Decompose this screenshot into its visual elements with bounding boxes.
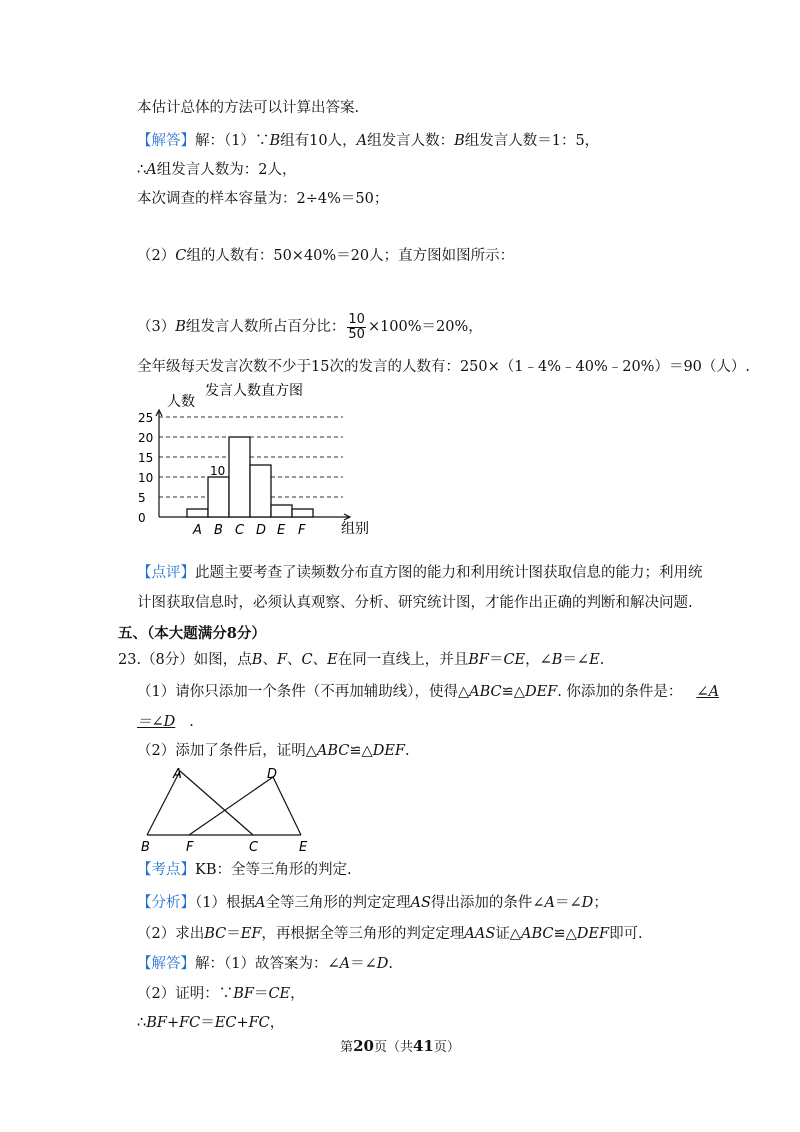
bar-F — [292, 509, 313, 517]
analysis-line: （2）求出BC＝EF，再根据全等三角形的判定定理AAS证△ABC≌△DEF即可. — [137, 926, 643, 942]
y-tick-label: 25 — [138, 411, 154, 425]
proof-line: （2）证明：∵BF＝CE， — [137, 986, 305, 1002]
analysis-label: 【分析】 — [137, 895, 195, 911]
comment-label: 【点评】 — [137, 565, 195, 581]
answer-line: 【解答】解：（1）∵B组有10人，A组发言人数：B组发言人数＝1：5， — [137, 133, 600, 149]
category-label: B — [214, 523, 223, 538]
y-tick-label: 10 — [138, 471, 154, 485]
y-tick-label: 15 — [138, 451, 154, 465]
bar-E — [271, 505, 292, 517]
question-line: （2）添加了条件后，证明△ABC≌△DEF. — [137, 743, 410, 759]
answer-line: 【解答】解：（1）故答案为：∠A＝∠D. — [137, 956, 394, 972]
answer-blank: ＝∠D — [137, 714, 176, 730]
answer-label: 【解答】 — [137, 956, 195, 972]
histogram-chart — [135, 380, 395, 540]
comment-line: 计图获取信息时，必须认真观察、分析、研究统计图，才能作出正确的判断和解决问题. — [137, 595, 693, 611]
y-tick-label: 0 — [138, 511, 146, 525]
answer-line: 本次调查的样本容量为：2÷4%＝50； — [137, 191, 389, 207]
question-line: ＝∠D . — [137, 714, 194, 730]
text-line: 本估计总体的方法可以计算出答案. — [137, 100, 360, 116]
segment-DE — [273, 777, 301, 835]
segment-AC — [180, 771, 253, 835]
question-line: 23.（8分）如图，点B、F、C、E在同一直线上，并且BF＝CE，∠B＝∠E. — [118, 652, 605, 668]
analysis-line: 【分析】（1）根据A全等三角形的判定定理AS得出添加的条件∠A＝∠D； — [137, 895, 608, 911]
label-C: C — [249, 840, 259, 855]
chart-title: 发言人数直方图 — [205, 383, 303, 399]
label-E: E — [299, 840, 308, 855]
bar-B — [208, 477, 229, 517]
y-tick-label: 20 — [138, 431, 154, 445]
answer-line: ∴A组发言人数为：2人， — [137, 162, 297, 178]
proof-line: ∴BF+FC＝EC+FC， — [137, 1015, 285, 1031]
comment-line: 【点评】此题主要考查了读频数分布直方图的能力和利用统计图获取信息的能力；利用统 — [137, 565, 703, 581]
x-axis-label: 组别 — [341, 521, 369, 537]
category-label: A — [193, 523, 202, 538]
section-title: 五、（本大题满分8分） — [118, 625, 266, 642]
point-label: 【考点】 — [137, 862, 195, 878]
point-line: 【考点】KB：全等三角形的判定. — [137, 862, 352, 878]
bar-A — [187, 509, 208, 517]
answer-line: （3）B组发言人数所占百分比： $\frac{10}{50}$ ×100%＝20%， — [137, 311, 483, 342]
answer-line: （2）C组的人数有：50×40%＝20人；直方图如图所示： — [137, 248, 515, 264]
answer-label: 【解答】 — [137, 133, 195, 149]
label-F: F — [186, 840, 194, 855]
bar-annotation: 10 — [210, 464, 226, 478]
answer-line: 全年级每天发言次数不少于15次的发言的人数有：250×（1﹣4%﹣40%﹣20%）＝90（人）. — [137, 359, 751, 375]
category-label: E — [277, 523, 286, 538]
bar-C — [229, 437, 250, 517]
label-D: D — [267, 767, 278, 782]
segment-FD — [189, 777, 273, 835]
y-axis-label: 人数 — [167, 394, 195, 410]
category-label: D — [256, 523, 267, 538]
category-label: C — [235, 523, 245, 538]
category-label: F — [298, 523, 306, 538]
y-tick-label: 5 — [138, 491, 146, 505]
label-B: B — [141, 840, 150, 855]
fraction: $\frac{10}{50}$ — [348, 311, 365, 342]
bar-D — [250, 465, 271, 517]
answer-blank: ∠A — [696, 684, 720, 700]
page-footer: 第20页（共41页） — [340, 1037, 460, 1055]
question-line: （1）请你只添加一个条件（不再加辅助线），使得△ABC≌△DEF. 你添加的条件是： ∠A — [137, 684, 720, 700]
label-A: A — [173, 767, 182, 782]
triangle-figure — [135, 765, 335, 855]
